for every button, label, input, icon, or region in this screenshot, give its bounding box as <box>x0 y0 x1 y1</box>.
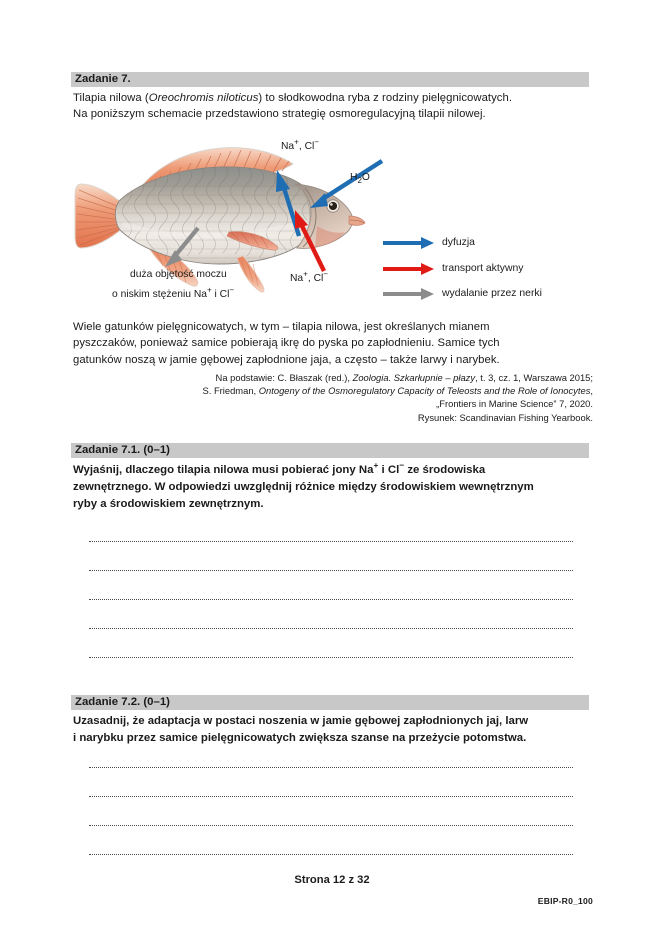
legend-label-active-transport: transport aktywny <box>442 263 524 274</box>
intro-line-1-text-a: Tilapia nilowa ( <box>73 92 149 104</box>
legend-arrow-diffusion-icon <box>383 237 434 249</box>
task7-2-prompt-line-2: i narybku przez samice pielęgnicowatych zwiększa szanse na przeżycie potomstwa. <box>73 732 527 745</box>
source-line-2-suffix: , <box>590 385 593 397</box>
answer-line[interactable] <box>89 599 573 600</box>
source-line-1-suffix: , t. 3, cz. 1, Warszawa 2015; <box>475 372 593 383</box>
source-line-3: „Frontiers in Marine Science” 7, 2020. <box>436 398 593 410</box>
section-bar-task7 <box>71 72 589 87</box>
answer-line[interactable] <box>89 541 573 542</box>
source-citation <box>150 371 593 424</box>
answer-line[interactable] <box>89 657 573 658</box>
task7-1-header: Zadanie 7.1. (0–1) <box>75 444 170 456</box>
figure-label-urine-line1: duża objętość moczu <box>130 269 227 280</box>
answer-line[interactable] <box>89 825 573 826</box>
source-line-2-prefix: S. Friedman, <box>202 385 259 397</box>
legend-label-kidney: wydalanie przez nerki <box>442 288 542 299</box>
species-name: Oreochromis niloticus <box>148 92 259 104</box>
task7-intro <box>73 90 593 123</box>
source-line-4: Rysunek: Scandinavian Fishing Yearbook. <box>417 411 593 423</box>
source-line-1-prefix: Na podstawie: C. Błaszak (red.), <box>215 372 353 383</box>
task7-1-prompt-line-3: ryby a środowiskiem zewnętrznym. <box>73 498 264 511</box>
body-line-2: pyszczaków, ponieważ samice pobierają ikrę do pyska po zapłodnieniu. Samice tych <box>73 337 500 350</box>
figure-label-water: $H_2O$ <box>350 172 370 186</box>
body-line-1: Wiele gatunków pielęgnicowatych, w tym – tilapia nilowa, jest określanych mianem <box>73 321 490 333</box>
legend-label-diffusion: dyfuzja <box>442 237 475 248</box>
footer-page-label: Strona 12 z 32 <box>294 874 370 886</box>
figure-label-top-ions: Na+, Cl− <box>281 137 319 152</box>
task7-body-paragraph <box>73 319 593 368</box>
answer-line[interactable] <box>89 570 573 571</box>
task7-2-header: Zadanie 7.2. (0–1) <box>75 696 170 708</box>
figure-label-bottom-ions: Na+, Cl− <box>290 269 328 284</box>
figure-label-urine-line2: o niskim stężeniu Na+ i Cl− <box>112 285 235 300</box>
osmoregulation-figure <box>71 136 591 311</box>
legend-arrow-active-transport-icon <box>383 263 434 275</box>
arrow-diffusion-in-icon <box>310 161 382 208</box>
intro-line-1-text-b: ) to słodkowodna ryba z rodziny pielęgnicowatych. <box>258 92 513 104</box>
body-line-3: gatunków noszą w jamie gębowej zapłodnione jaja, a często – także larwy i narybek. <box>73 353 500 366</box>
answer-line[interactable] <box>89 854 573 855</box>
task7-1-prompt-line-2: zewnętrznego. W odpowiedzi uwzględnij różnice między środowiskiem wewnętrznym <box>73 481 534 494</box>
intro-line-1 <box>73 90 593 106</box>
task7-2-prompt-line-1: Uzasadnij, że adaptacja w postaci noszenia w jamie gębowej zapłodnionych jaj, larw <box>73 715 529 727</box>
answer-line[interactable] <box>89 628 573 629</box>
task7-2-prompt <box>73 713 598 747</box>
source-line-1 <box>150 371 593 384</box>
answer-line[interactable] <box>89 767 573 768</box>
task7-1-prompt <box>73 462 598 514</box>
figure-graphics <box>71 136 591 311</box>
intro-line-2: Na poniższym schemacie przedstawiono strategię osmoregulacyjną tilapii nilowej. <box>73 108 486 121</box>
source-line-2 <box>150 384 593 397</box>
task7-header: Zadanie 7. <box>75 73 131 85</box>
task7-1-prompt-line-1: Wyjaśnij, dlaczego tilapia nilowa musi pobierać jony Na+ i Cl− ze środowiska <box>73 460 486 476</box>
answer-line[interactable] <box>89 796 573 797</box>
source-line-1-italic: Zoologia. Szkarłupnie – płazy <box>352 372 476 383</box>
source-line-2-italic: Ontogeny of the Osmoregulatory Capacity of Teleosts and the Role of Ionocytes <box>258 385 591 397</box>
legend-arrow-kidney-icon <box>383 288 434 300</box>
footer-sheet-code: EBIP-R0_100 <box>537 896 593 906</box>
